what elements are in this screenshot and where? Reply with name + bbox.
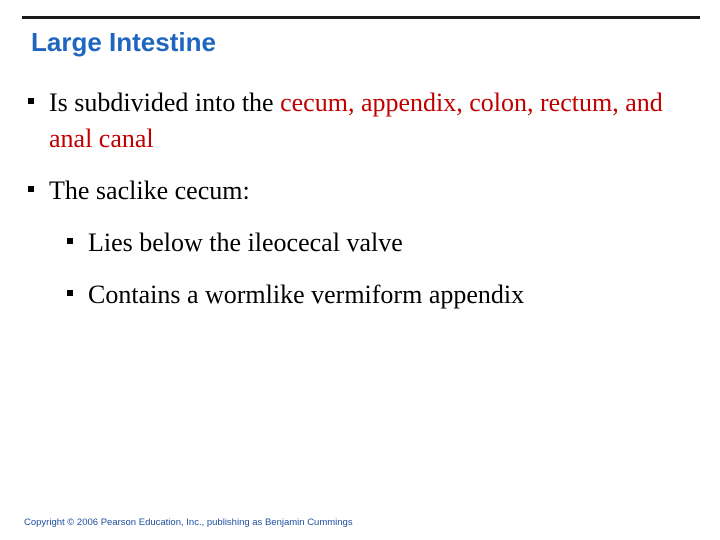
square-bullet-icon bbox=[28, 186, 34, 192]
sub-bullet-ileocecal-valve bbox=[88, 225, 688, 261]
square-bullet-icon bbox=[67, 290, 73, 296]
bullet-text: The saclike cecum: bbox=[49, 176, 250, 205]
bullet-saclike-cecum bbox=[49, 173, 669, 209]
highlighted-text: cecum, appendix, colon, rectum, and anal canal bbox=[49, 88, 663, 153]
bullet-text: Contains a wormlike vermiform appendix bbox=[88, 280, 525, 309]
sub-bullet-vermiform-appendix bbox=[88, 277, 688, 313]
bullet-text: Lies below the ileocecal valve bbox=[88, 228, 403, 257]
square-bullet-icon bbox=[67, 238, 73, 244]
bullet-subdivisions bbox=[49, 85, 669, 157]
title-divider-line bbox=[22, 16, 700, 19]
copyright-footer: Copyright © 2006 Pearson Education, Inc., publishing as Benjamin Cummings bbox=[24, 517, 353, 528]
bullet-text: Is subdivided into the bbox=[49, 88, 281, 117]
slide-title: Large Intestine bbox=[31, 27, 216, 57]
square-bullet-icon bbox=[28, 98, 34, 104]
